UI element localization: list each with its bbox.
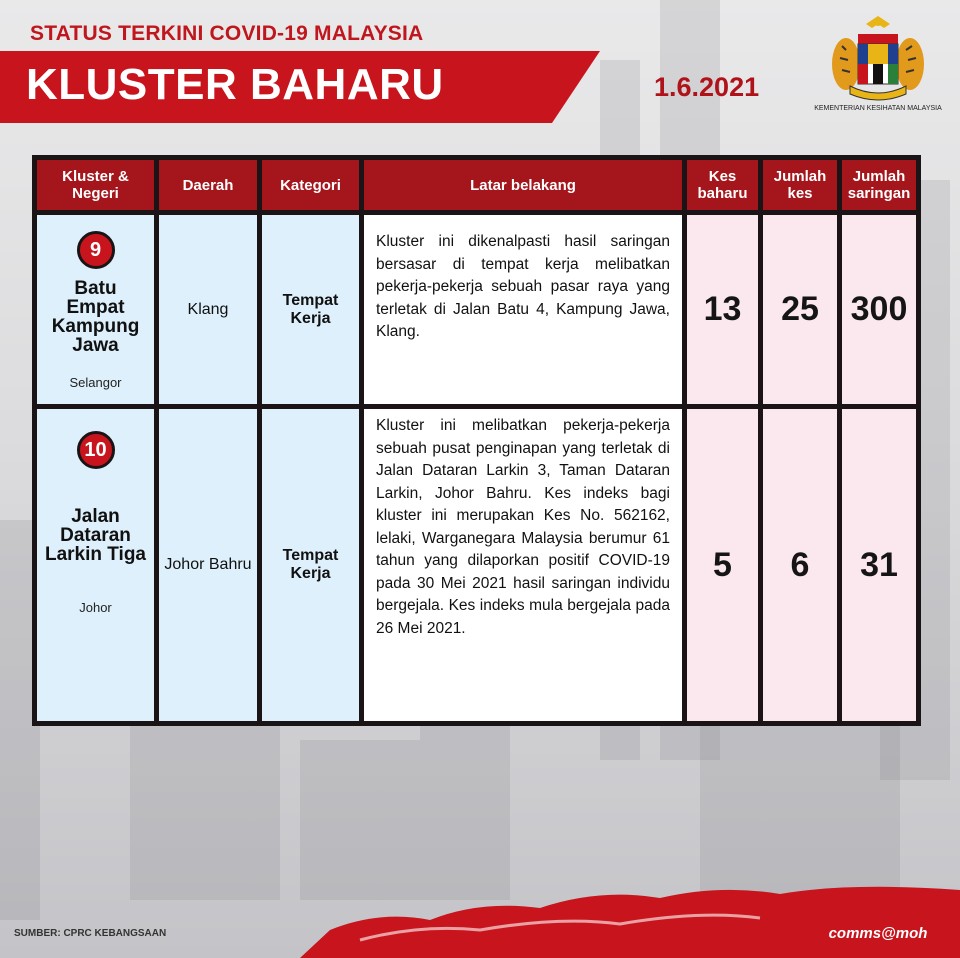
background-text: Kluster ini dikenalpasti hasil saringan bersasar di tempat kerja melibatkan pekerja-pekerja sebuah pasar raya yang terletak di Jalan Batu 4, Kampung Jawa, Klang. [376, 233, 670, 340]
col-header-category: Kategori [262, 160, 359, 210]
malaysia-crest-logo [826, 14, 930, 104]
clusters-table [32, 155, 921, 726]
cluster-name: Batu Empat Kampung Jawa [51, 278, 140, 356]
cluster-name: Jalan Dataran Larkin Tiga [44, 506, 146, 565]
table-row-2-cluster [37, 409, 154, 721]
col-header-cluster: Kluster & Negeri [37, 160, 154, 210]
col-header-background: Latar belakang [364, 160, 682, 210]
page-subtitle: STATUS TERKINI COVID-19 MALAYSIA [30, 22, 424, 45]
bottom-red-wave [0, 880, 960, 958]
col-header-total-cases: Jumlah kes [763, 160, 837, 210]
table-row-1-background [364, 215, 682, 404]
table-row-2-new-cases: 5 [687, 409, 758, 721]
table-row-2-district: Johor Bahru [159, 409, 257, 721]
cluster-state: Selangor [69, 375, 122, 390]
table-row-1-district: Klang [159, 215, 257, 404]
col-header-district: Daerah [159, 160, 257, 210]
table-row-2-total-cases: 6 [763, 409, 837, 721]
cluster-number-badge: 9 [77, 231, 115, 269]
table-row-1-screenings: 300 [842, 215, 916, 404]
cluster-state: Johor [79, 600, 112, 615]
background-text: Kluster ini melibatkan pekerja-pekerja sebuah pusat penginapan yang terletak di Jalan Dataran Larkin 3, Taman Dataran Larkin, Johor Bahru. Kes indeks bagi kluster ini merupakan Kes No. 562162, lelaki, Warganegara Malaysia berumur 61 tahun yang dilaporkan positif COVID-19 pada 30 Mei 2021 hasil saringan individu bergejala. Kes indeks mula bergejala pada 26 Mei 2021. [376, 417, 670, 637]
table-row-1-cluster [37, 215, 154, 404]
col-header-new-cases: Kes baharu [687, 160, 758, 210]
table-row-1-category: Tempat Kerja [262, 215, 359, 404]
table-row-1-new-cases: 13 [687, 215, 758, 404]
cluster-number-badge: 10 [77, 431, 115, 469]
col-header-screenings: Jumlah saringan [842, 160, 916, 210]
table-row-2-background [364, 409, 682, 721]
source-credit: SUMBER: CPRC KEBANGSAAN [14, 928, 167, 939]
table-row-1-total-cases: 25 [763, 215, 837, 404]
page-title: KLUSTER BAHARU [26, 60, 444, 109]
report-date: 1.6.2021 [654, 72, 760, 102]
social-handle-badge: comms@moh [822, 920, 934, 946]
ministry-name: KEMENTERIAN KESIHATAN MALAYSIA [814, 105, 942, 112]
table-row-2-screenings: 31 [842, 409, 916, 721]
table-row-2-category: Tempat Kerja [262, 409, 359, 721]
